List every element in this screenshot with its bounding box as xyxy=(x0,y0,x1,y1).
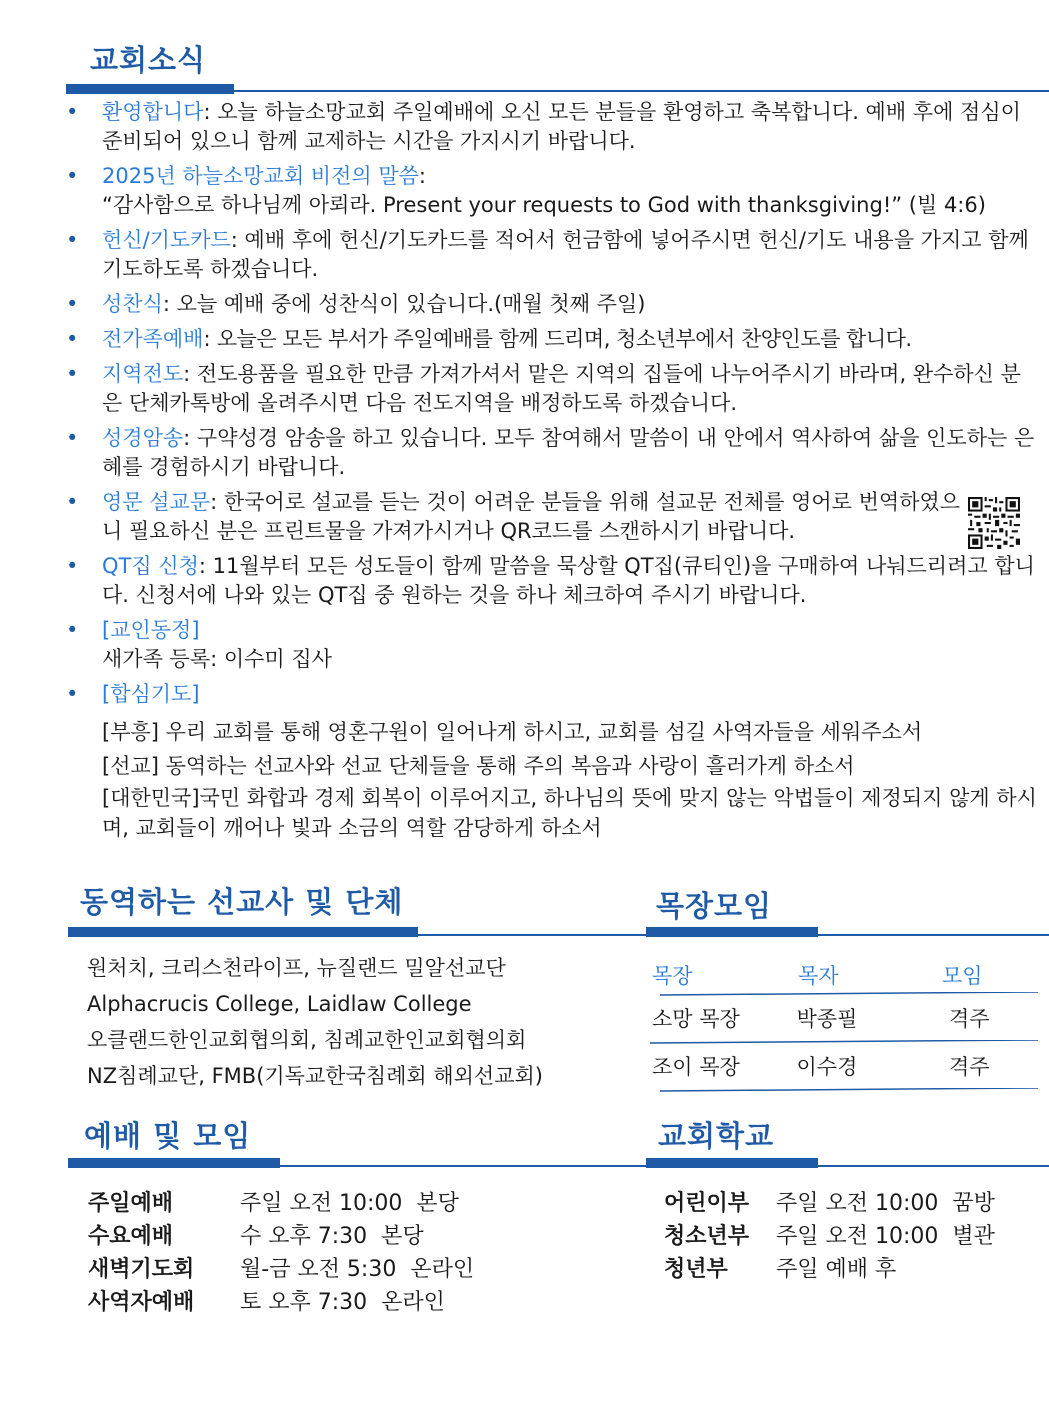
news-item xyxy=(66,552,1041,610)
bullet: • xyxy=(66,682,79,706)
news-item-sep: : xyxy=(183,426,191,450)
cells-title: 목장모임 xyxy=(656,889,773,923)
bullet: • xyxy=(66,554,79,578)
news-item-key: 지역전도 xyxy=(102,362,184,386)
news-item-text: 11월부터 모든 성도들이 함께 말씀을 묵상할 QT집(큐티인)을 구매하여 나눠드리려고 합니다. 신청서에 나와 있는 QT집 중 원하는 것을 하나 체크하여 주시기 바랍니다. xyxy=(102,554,1035,607)
news-item xyxy=(66,98,1041,156)
prayer-line: [부흥] 우리 교회를 통해 영혼구원이 일어나게 하시고, 교회를 섬길 사역자들을 세워주소서 xyxy=(102,720,923,744)
worship-list xyxy=(88,1187,474,1319)
news-item-text: 한국어로 설교를 듣는 것이 어려운 분들을 위해 설교문 전체를 영어로 번역하였으니 필요하신 분은 프린트물을 가져가시거나 QR코드를 스캔하시기 바랍니다. xyxy=(102,490,961,543)
table-cell: 박종필 xyxy=(796,1007,858,1031)
bullet: • xyxy=(66,228,79,252)
news-item xyxy=(66,162,1041,220)
news-item-key: QT집 신청 xyxy=(102,554,199,578)
header-cell: 목자 xyxy=(798,964,839,988)
member-news-text: 새가족 등록: 이수미 집사 xyxy=(102,647,332,671)
mission-line: Alphacrucis College, Laidlaw College xyxy=(87,992,472,1016)
school-label: 어린이부 xyxy=(664,1191,750,1216)
news-item-sep: : xyxy=(203,100,211,124)
missions-title-underline xyxy=(68,927,418,937)
worship-row xyxy=(88,1187,474,1220)
school-label: 청소년부 xyxy=(664,1224,750,1249)
news-item-sep: : xyxy=(162,292,170,316)
school-title-underline xyxy=(646,1158,818,1168)
news-item xyxy=(66,616,1041,674)
news-item-sep: : xyxy=(230,228,238,252)
school-value: 주일 오전 10:00 꿈방 xyxy=(776,1191,995,1216)
worship-value: 토 오후 7:30 온라인 xyxy=(240,1290,445,1315)
news-item-text: 오늘 예배 중에 성찬식이 있습니다.(매월 첫째 주일) xyxy=(169,292,646,316)
worship-label: 수요예배 xyxy=(88,1224,174,1249)
worship-row xyxy=(88,1220,474,1253)
worship-label: 사역자예배 xyxy=(88,1290,195,1315)
news-divider xyxy=(234,90,1049,92)
news-item xyxy=(66,360,1041,418)
news-item-text: 예배 후에 헌신/기도카드를 적어서 헌금함에 넣어주시면 헌신/기도 내용을 가지고 함께 기도하도록 하겠습니다. xyxy=(102,228,1029,281)
news-item-text: 오늘은 모든 부서가 주일예배를 함께 드리며, 청소년부에서 찬양인도를 합니다. xyxy=(210,327,912,351)
bullet: • xyxy=(66,490,79,514)
table-header xyxy=(648,958,1040,992)
bullet: • xyxy=(66,100,79,124)
prayer-line: [선교] 동역하는 선교사와 선교 단체들을 통해 주의 복음과 사랑이 흘러가게 하소서 xyxy=(102,754,855,778)
school-row xyxy=(664,1187,995,1220)
table-cell: 격주 xyxy=(948,1055,990,1079)
news-item-key: 영문 설교문 xyxy=(102,490,211,514)
mission-line: 오클랜드한인교회협의회, 침례교한인교회협의회 xyxy=(87,1028,527,1052)
news-item xyxy=(66,488,1041,546)
worship-title: 예배 및 모임 xyxy=(84,1119,252,1153)
news-item xyxy=(66,680,1041,843)
news-item-sep: : xyxy=(198,554,206,578)
qr-code-icon xyxy=(968,497,1020,549)
news-item xyxy=(66,226,1041,284)
school-value: 주일 오전 10:00 별관 xyxy=(776,1224,995,1249)
news-item xyxy=(66,424,1041,482)
worship-divider xyxy=(280,1165,646,1167)
news-item-sep: : xyxy=(183,362,191,386)
bullet: • xyxy=(66,618,79,642)
header-cell: 모임 xyxy=(942,964,983,988)
bullet: • xyxy=(66,327,79,351)
mission-line: 원처치, 크리스천라이프, 뉴질랜드 밀알선교단 xyxy=(87,956,506,980)
bullet: • xyxy=(66,292,79,316)
news-item-text: “감사함으로 하나님께 아뢰라. Present your requests to God with thanksgiving!” (빌 4:6) xyxy=(102,193,986,217)
news-title-underline xyxy=(66,84,234,94)
bullet: • xyxy=(66,362,79,386)
mission-line: NZ침례교단, FMB(기독교한국침례회 해외선교회) xyxy=(87,1064,543,1088)
news-item-key: 성경암송 xyxy=(102,426,184,450)
school-divider xyxy=(818,1165,1049,1167)
missions-divider xyxy=(418,934,646,936)
missions-title: 동역하는 선교사 및 단체 xyxy=(80,885,404,919)
bullet: • xyxy=(66,164,79,188)
news-item-sep: : xyxy=(203,327,211,351)
table-cell: 이수경 xyxy=(796,1055,858,1079)
header-cell: 목장 xyxy=(652,964,693,988)
news-item xyxy=(66,290,1041,319)
prayer-line: [대한민국]국민 화합과 경제 회복이 이루어지고, 하나님의 뜻에 맞지 않는 악법들이 제정되지 않게 하시며, 교회들이 깨어나 빛과 소금의 역할 감당하게 하소서 xyxy=(102,786,1037,840)
table-row xyxy=(648,996,1040,1040)
table-cell: 격주 xyxy=(948,1007,990,1031)
news-item-text: 전도용품을 필요한 만큼 가져가셔서 맡은 지역의 집들에 나누어주시기 바라며, 완수하신 분은 단체카톡방에 올려주시면 다음 전도지역을 배정하도록 하겠습니다. xyxy=(102,362,1021,415)
cells-table xyxy=(648,958,1040,1092)
table-row xyxy=(648,1044,1040,1088)
news-item-text: 오늘 하늘소망교회 주일예배에 오신 모든 분들을 환영하고 축복합니다. 예배 후에 점심이 준비되어 있으니 함께 교제하는 시간을 가지시기 바랍니다. xyxy=(102,100,1021,153)
bullet: • xyxy=(66,426,79,450)
worship-value: 주일 오전 10:00 본당 xyxy=(240,1191,459,1216)
school-label: 청년부 xyxy=(664,1257,728,1282)
news-item-text: 구약성경 암송을 하고 있습니다. 모두 참여해서 말씀이 내 안에서 역사하여 삶을 인도하는 은혜를 경험하시기 바랍니다. xyxy=(102,426,1035,479)
missions-list xyxy=(87,950,543,1094)
worship-row xyxy=(88,1286,474,1319)
cells-divider xyxy=(818,934,1049,936)
table-cell: 조이 목장 xyxy=(652,1055,740,1079)
worship-title-underline xyxy=(68,1158,280,1168)
worship-value: 수 오후 7:30 본당 xyxy=(240,1224,424,1249)
news-item-key: 헌신/기도카드 xyxy=(102,228,231,252)
table-rule xyxy=(648,1088,1040,1092)
school-row xyxy=(664,1253,995,1286)
table-cell: 소망 목장 xyxy=(652,1007,740,1031)
news-list xyxy=(66,98,1041,849)
news-title: 교회소식 xyxy=(90,43,207,77)
cells-title-underline xyxy=(646,927,818,937)
news-item xyxy=(66,325,1041,354)
news-item-sep: : xyxy=(210,490,218,514)
school-list xyxy=(664,1187,995,1286)
news-item-sep: : xyxy=(418,164,426,188)
worship-label: 새벽기도회 xyxy=(88,1257,195,1282)
worship-row xyxy=(88,1253,474,1286)
school-value: 주일 예배 후 xyxy=(776,1257,897,1282)
school-row xyxy=(664,1220,995,1253)
news-item-key: 전가족예배 xyxy=(102,327,204,351)
news-item-key: 2025년 하늘소망교회 비전의 말씀 xyxy=(102,164,419,188)
school-title: 교회학교 xyxy=(658,1119,775,1153)
news-item-key: 성찬식 xyxy=(102,292,163,316)
worship-label: 주일예배 xyxy=(88,1191,174,1216)
worship-value: 월-금 오전 5:30 온라인 xyxy=(240,1257,475,1282)
member-news-key: [교인동정] xyxy=(102,618,200,642)
news-item-key: 환영합니다 xyxy=(102,100,204,124)
prayer-key: [합심기도] xyxy=(102,682,200,706)
